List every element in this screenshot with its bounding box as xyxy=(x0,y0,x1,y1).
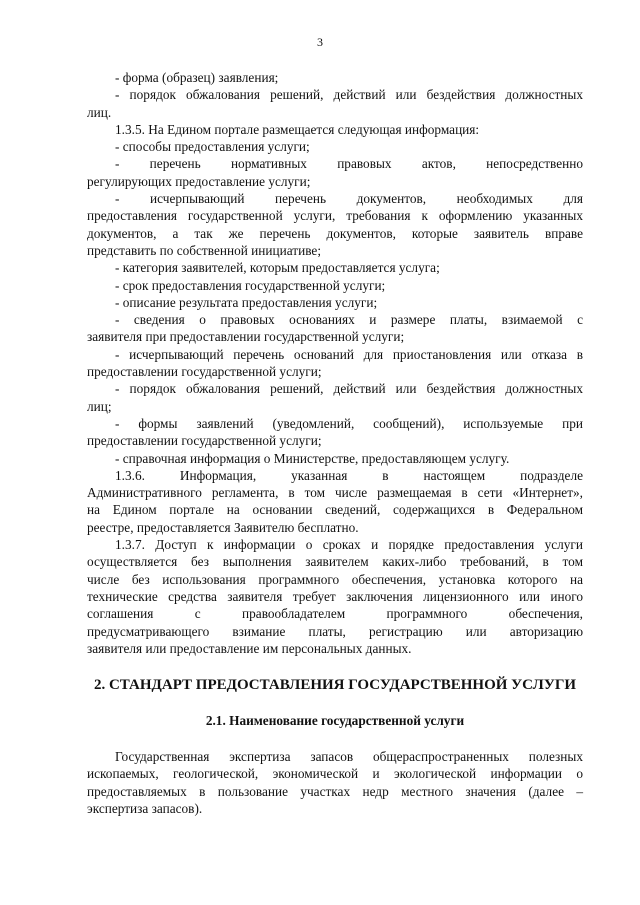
text-line: предоставлении государственной услуги; xyxy=(87,364,322,380)
text-line: 1.3.7. Доступ к информации о сроках и порядке предоставления услуги xyxy=(115,537,583,553)
text-line: предоставления государственной услуги, требования к оформлению указанных xyxy=(87,208,583,224)
text-line: - срок предоставления государственной услуги; xyxy=(115,277,386,293)
text-line: - способы предоставления услуги; xyxy=(115,139,310,155)
text-line: Государственная экспертиза запасов общераспространенных полезных xyxy=(115,749,583,764)
text-line: ископаемых, геологической, экономической и экологической информации о xyxy=(87,766,583,782)
text-line: предусматривающего взимание платы, регистрацию или авторизацию xyxy=(87,623,583,639)
text-line: 1.3.6. Информация, указанная в настоящем подразделе xyxy=(115,467,583,483)
text-line: соглашения с правообладателем программного обеспечения, xyxy=(87,606,583,622)
text-line: - исчерпывающий перечень оснований для приостановления или отказа в xyxy=(115,346,583,362)
text-line: заявителя при предоставлении государственной услуги; xyxy=(87,329,405,345)
text-line: лиц; xyxy=(87,398,112,414)
page-number: 3 xyxy=(317,35,323,49)
text-line: Административного регламента, в том числе размещаемая в сети «Интернет», xyxy=(87,485,583,501)
text-line: заявителя или предоставление им персональных данных. xyxy=(87,640,412,656)
text-line: реестре, предоставляется Заявителю бесплатно. xyxy=(87,519,359,535)
sub-heading: 2.1. Наименование государственной услуги xyxy=(205,713,465,728)
text-line: - формы заявлений (уведомлений, сообщений), используемые при xyxy=(115,415,583,431)
text-line: - описание результата предоставления услуги; xyxy=(115,294,378,310)
text-line: на Едином портале на основании сведений, содержащихся в Федеральном xyxy=(87,502,583,518)
service-name-paragraph xyxy=(87,748,583,817)
text-line: документов, а так же перечень документов, которые заявитель вправе xyxy=(87,225,583,241)
text-line: представить по собственной инициативе; xyxy=(87,242,322,258)
text-line: - справочная информация о Министерстве, предоставляющем услугу. xyxy=(115,450,510,466)
text-line: экспертиза запасов). xyxy=(87,800,203,816)
section-heading: 2. СТАНДАРТ ПРЕДОСТАВЛЕНИЯ ГОСУДАРСТВЕННОЙ УСЛУГИ xyxy=(93,677,577,693)
text-line: регулирующих предоставление услуги; xyxy=(87,173,311,189)
text-line: - перечень нормативных правовых актов, непосредственно xyxy=(115,156,583,172)
text-line: предоставлении государственной услуги; xyxy=(87,433,322,449)
text-line: предоставляемых в пользование участках недр местного значения (далее – xyxy=(87,783,583,799)
text-line: лиц. xyxy=(87,104,112,120)
text-line: числе без использования программного обеспечения, установка которого на xyxy=(87,571,583,587)
text-line: - порядок обжалования решений, действий или бездействия должностных xyxy=(115,381,583,397)
text-line: - категория заявителей, которым предоставляется услуга; xyxy=(115,260,440,276)
text-line: 1.3.5. На Едином портале размещается следующая информация: xyxy=(115,121,480,137)
text-line: технические средства заявителя требует заключения лицензионного или иного xyxy=(87,588,583,604)
text-line: - сведения о правовых основаниях и размере платы, взимаемой с xyxy=(115,312,583,328)
text-line: - форма (образец) заявления; xyxy=(115,70,279,85)
text-line: осуществляется без выполнения заявителем каких-либо требований, в том xyxy=(87,554,583,570)
text-line: - порядок обжалования решений, действий или бездействия должностных xyxy=(115,87,583,103)
body-text xyxy=(87,69,583,657)
text-line: - исчерпывающий перечень документов, необходимых для xyxy=(115,191,583,207)
